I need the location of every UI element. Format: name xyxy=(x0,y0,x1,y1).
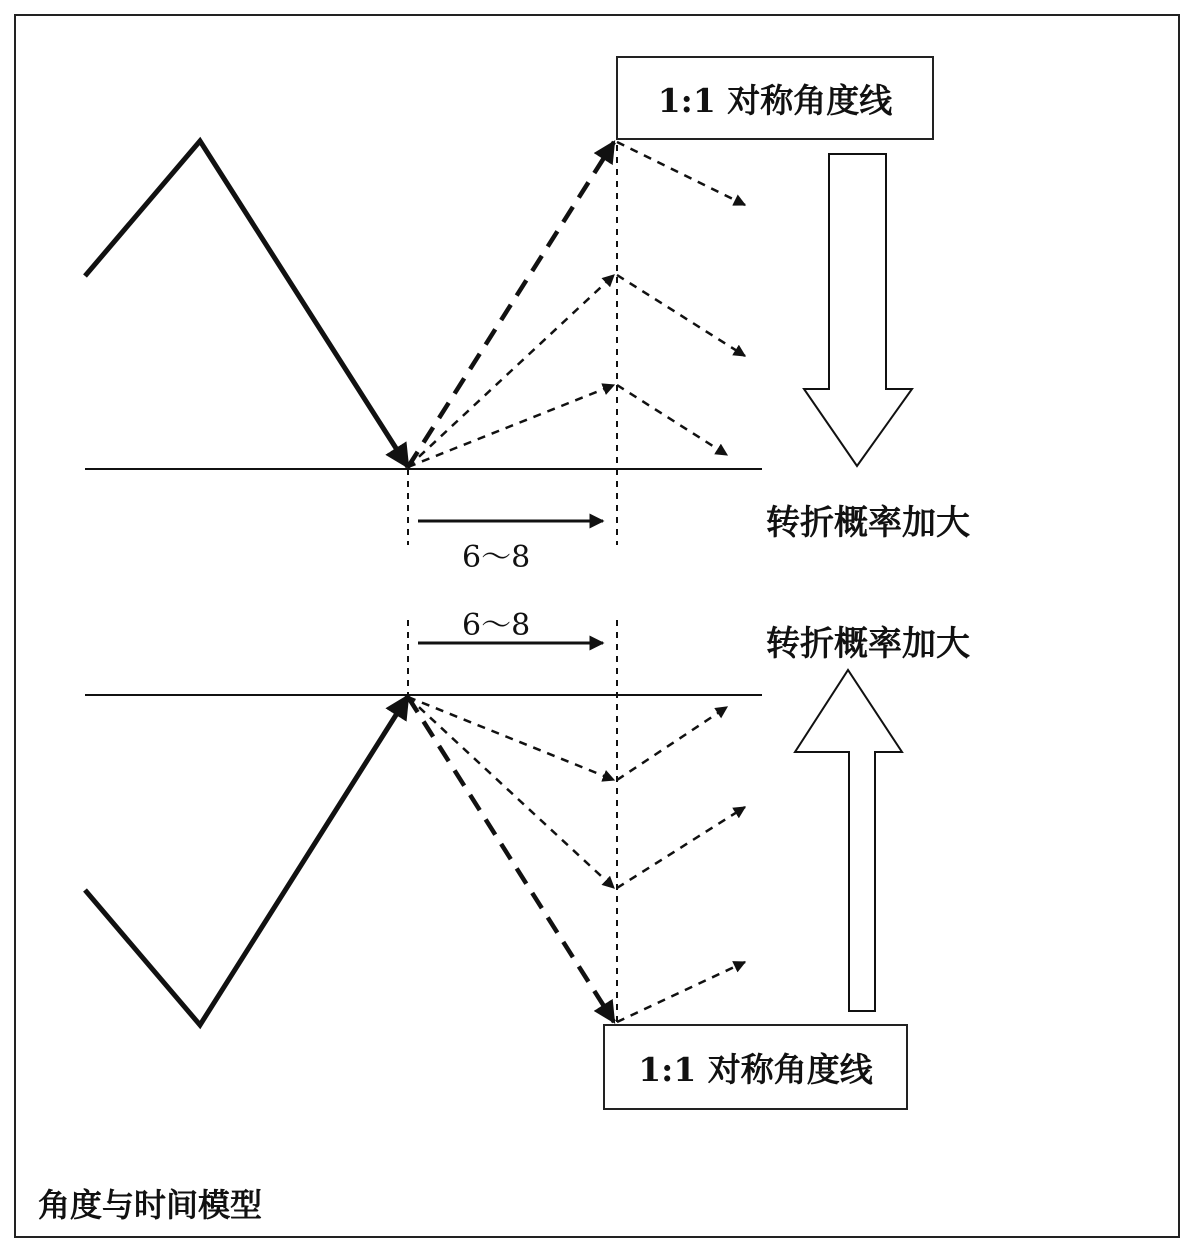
top-price-line xyxy=(85,141,408,467)
top-reversal-1 xyxy=(617,142,745,205)
top-reversal-2 xyxy=(617,275,745,356)
bottom-price-line xyxy=(85,696,408,1025)
bottom-symmetric-angle-label xyxy=(603,1024,908,1110)
bottom-mid-path xyxy=(408,697,614,888)
bottom-reversal-probability-note: 转折概率加大 xyxy=(766,624,970,664)
top-symmetric-angle-label xyxy=(616,56,934,140)
bottom-time-span-label: 6～8 xyxy=(462,608,531,643)
figure-caption: 角度与时间模型 xyxy=(38,1186,263,1224)
top-low-path xyxy=(408,385,614,467)
top-reversal-probability-note: 转折概率加大 xyxy=(766,503,970,543)
bottom-reversal-1 xyxy=(617,707,727,780)
top-reversal-3 xyxy=(617,385,727,455)
top-symmetric-angle-path xyxy=(408,142,614,467)
up-block-arrow xyxy=(795,670,902,1011)
bottom-reversal-3 xyxy=(617,962,745,1022)
top-mid-path xyxy=(408,275,614,467)
top-symmetric-angle-text: 1:1 对称角度线 xyxy=(657,80,893,120)
bottom-high-path xyxy=(408,697,614,780)
top-time-span-label: 6～8 xyxy=(462,540,531,575)
down-block-arrow xyxy=(804,154,912,466)
bottom-symmetric-angle-path xyxy=(408,697,614,1022)
bottom-symmetric-angle-text: 1:1 对称角度线 xyxy=(638,1049,873,1089)
bottom-reversal-2 xyxy=(617,807,745,888)
